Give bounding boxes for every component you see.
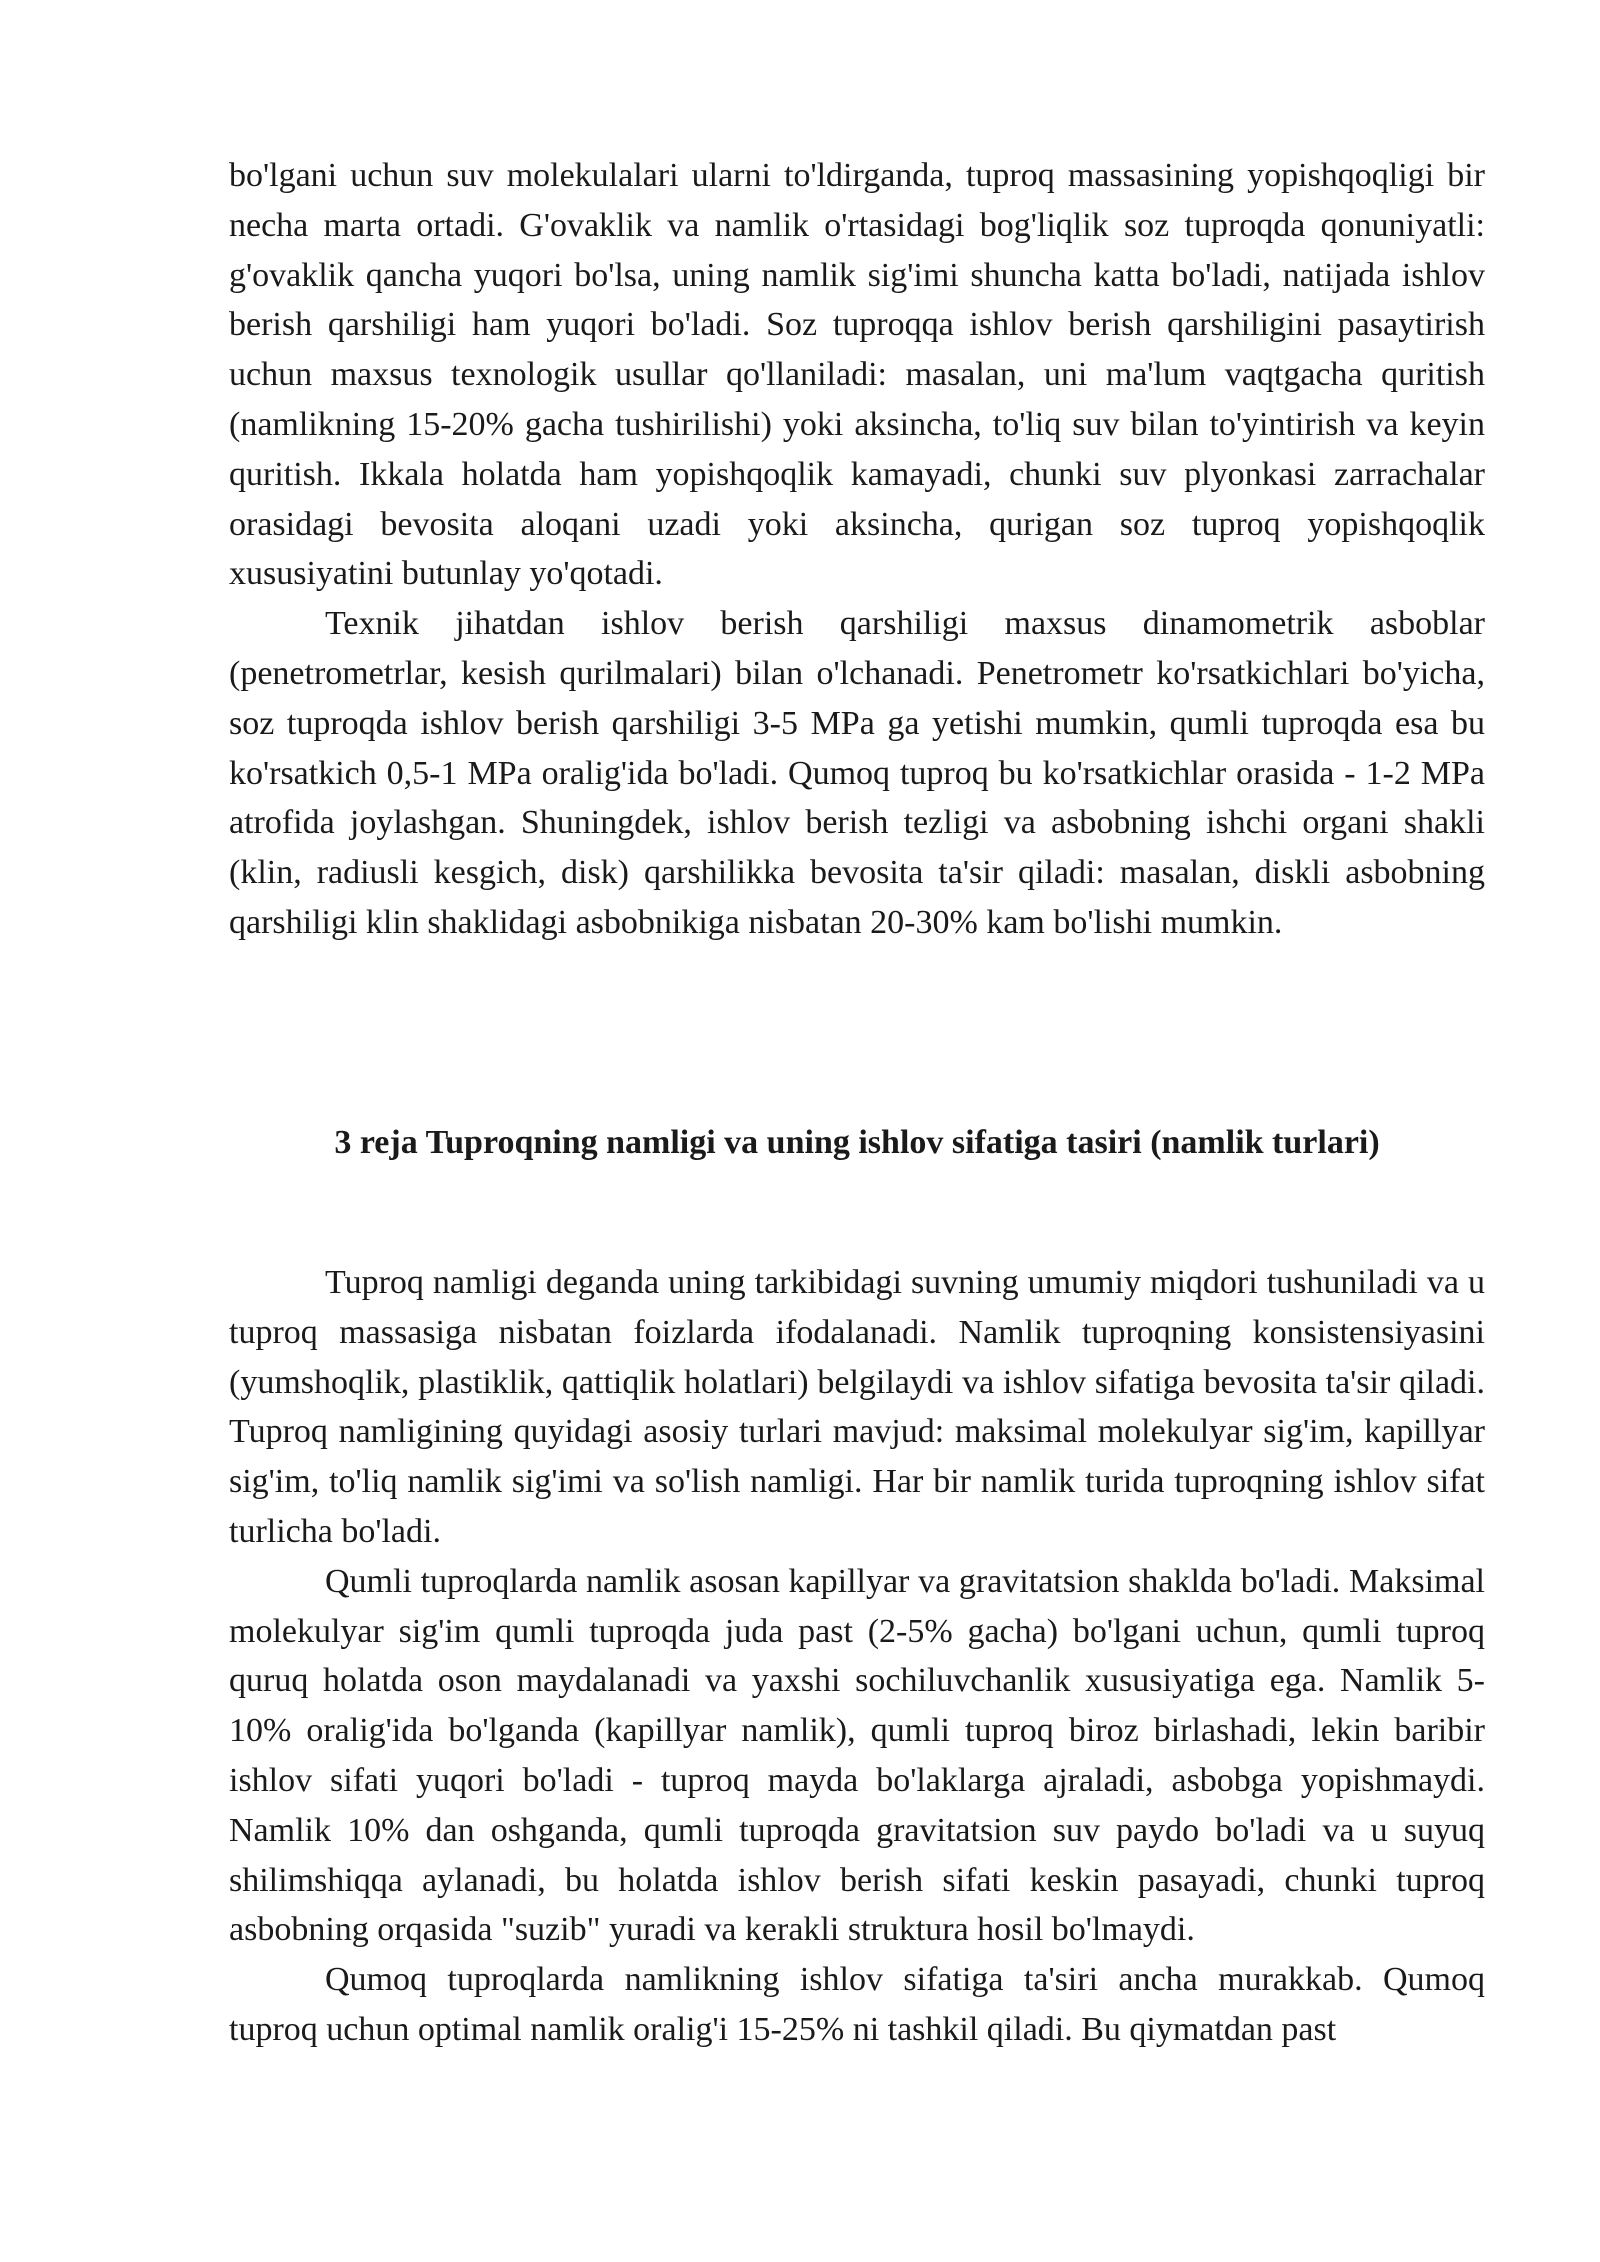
paragraph: bo'lgani uchun suv molekulalari ularni to'ldirganda, tuproq massasining yopishqoqligi bir necha marta ortadi. G'ovaklik va namlik o'rtasidagi bog'liqlik soz tuproqda qonuniyatli: g'ovaklik qancha yuqori bo'lsa, uning namlik sig'imi shuncha katta bo'ladi, natijada ishlov berish qarshiligi ham yuqori bo'ladi. Soz tuproqqa ishlov berish qarshiligini pasaytirish uchun maxsus texnologik usullar qo'llaniladi: masalan, uni ma'lum vaqtgacha quritish (namlikning 15-20% gacha tushirilishi) yoki aksincha, to'liq suv bilan to'yintirish va keyin quritish. Ikkala holatda ham yopishqoqlik kamayadi, chunki suv plyonkasi zarrachalar orasidagi bevosita aloqani uzadi yoki aksincha, qurigan soz tuproq yopishqoqlik xususiyatini butunlay yo'qotadi. [229,157,1485,593]
top-text-block [229,151,1485,948]
paragraph: Qumli tuproqlarda namlik asosan kapillyar va gravitatsion shaklda bo'ladi. Maksimal molekulyar sig'im qumli tuproqda juda past (2-5% gacha) bo'lgani uchun, qumli tuproq quruq holatda oson maydalanadi va yaxshi sochiluvchanlik xususiyatiga ega. Namlik 5-10% oralig'ida bo'lganda (kapillyar namlik), qumli tuproq biroz birlashadi, lekin baribir ishlov sifati yuqori bo'ladi - tuproq mayda bo'laklarga ajraladi, asbobga yopishmaydi. Namlik 10% dan oshganda, qumli tuproqda gravitatsion suv paydo bo'ladi va u suyuq shilimshiqqa aylanadi, bu holatda ishlov berish sifati keskin pasayadi, chunki tuproq asbobning orqasida "suzib" yuradi va kerakli struktura hosil bo'lmaydi. [229,1562,1485,1949]
paragraph: Tuproq namligi deganda uning tarkibidagi suvning umumiy miqdori tushuniladi va u tuproq massasiga nisbatan foizlarda ifodalanadi. Namlik tuproqning konsistensiyasini (yumshoqlik, plastiklik, qattiqlik holatlari) belgilaydi va ishlov sifatiga bevosita ta'sir qiladi. Tuproq namligining quyidagi asosiy turlari mavjud: maksimal molekulyar sig'im, kapillyar sig'im, to'liq namlik sig'imi va so'lish namligi. Har bir namlik turida tuproqning ishlov sifat turlicha bo'ladi. [229,1264,1485,1550]
paragraph: Texnik jihatdan ishlov berish qarshiligi maxsus dinamometrik asboblar (penetrometrlar, kesish qurilmalari) bilan o'lchanadi. Penetrometr ko'rsatkichlari bo'yicha, soz tuproqda ishlov berish qarshiligi 3-5 MPa ga yetishi mumkin, qumli tuproqda esa bu ko'rsatkich 0,5-1 MPa oralig'ida bo'ladi. Qumoq tuproq bu ko'rsatkichlar orasida - 1-2 MPa atrofida joylashgan. Shuningdek, ishlov berish tezligi va asbobning ishchi organi shakli (klin, radiusli kesgich, disk) qarshilikka bevosita ta'sir qiladi: masalan, diskli asbobning qarshiligi klin shaklidagi asbobnikiga nisbatan 20-30% kam bo'lishi mumkin. [229,605,1485,941]
section-heading: 3 reja Tuproqning namligi va uning ishlov sifatiga tasiri (namlik turlari) [334,1124,1380,1161]
bottom-text-block [229,1258,1485,2055]
paragraph: Qumoq tuproqlarda namlikning ishlov sifatiga ta'siri ancha murakkab. Qumoq tuproq uchun optimal namlik oralig'i 15-25% ni tashkil qiladi. Bu qiymatdan past [229,1961,1485,2048]
